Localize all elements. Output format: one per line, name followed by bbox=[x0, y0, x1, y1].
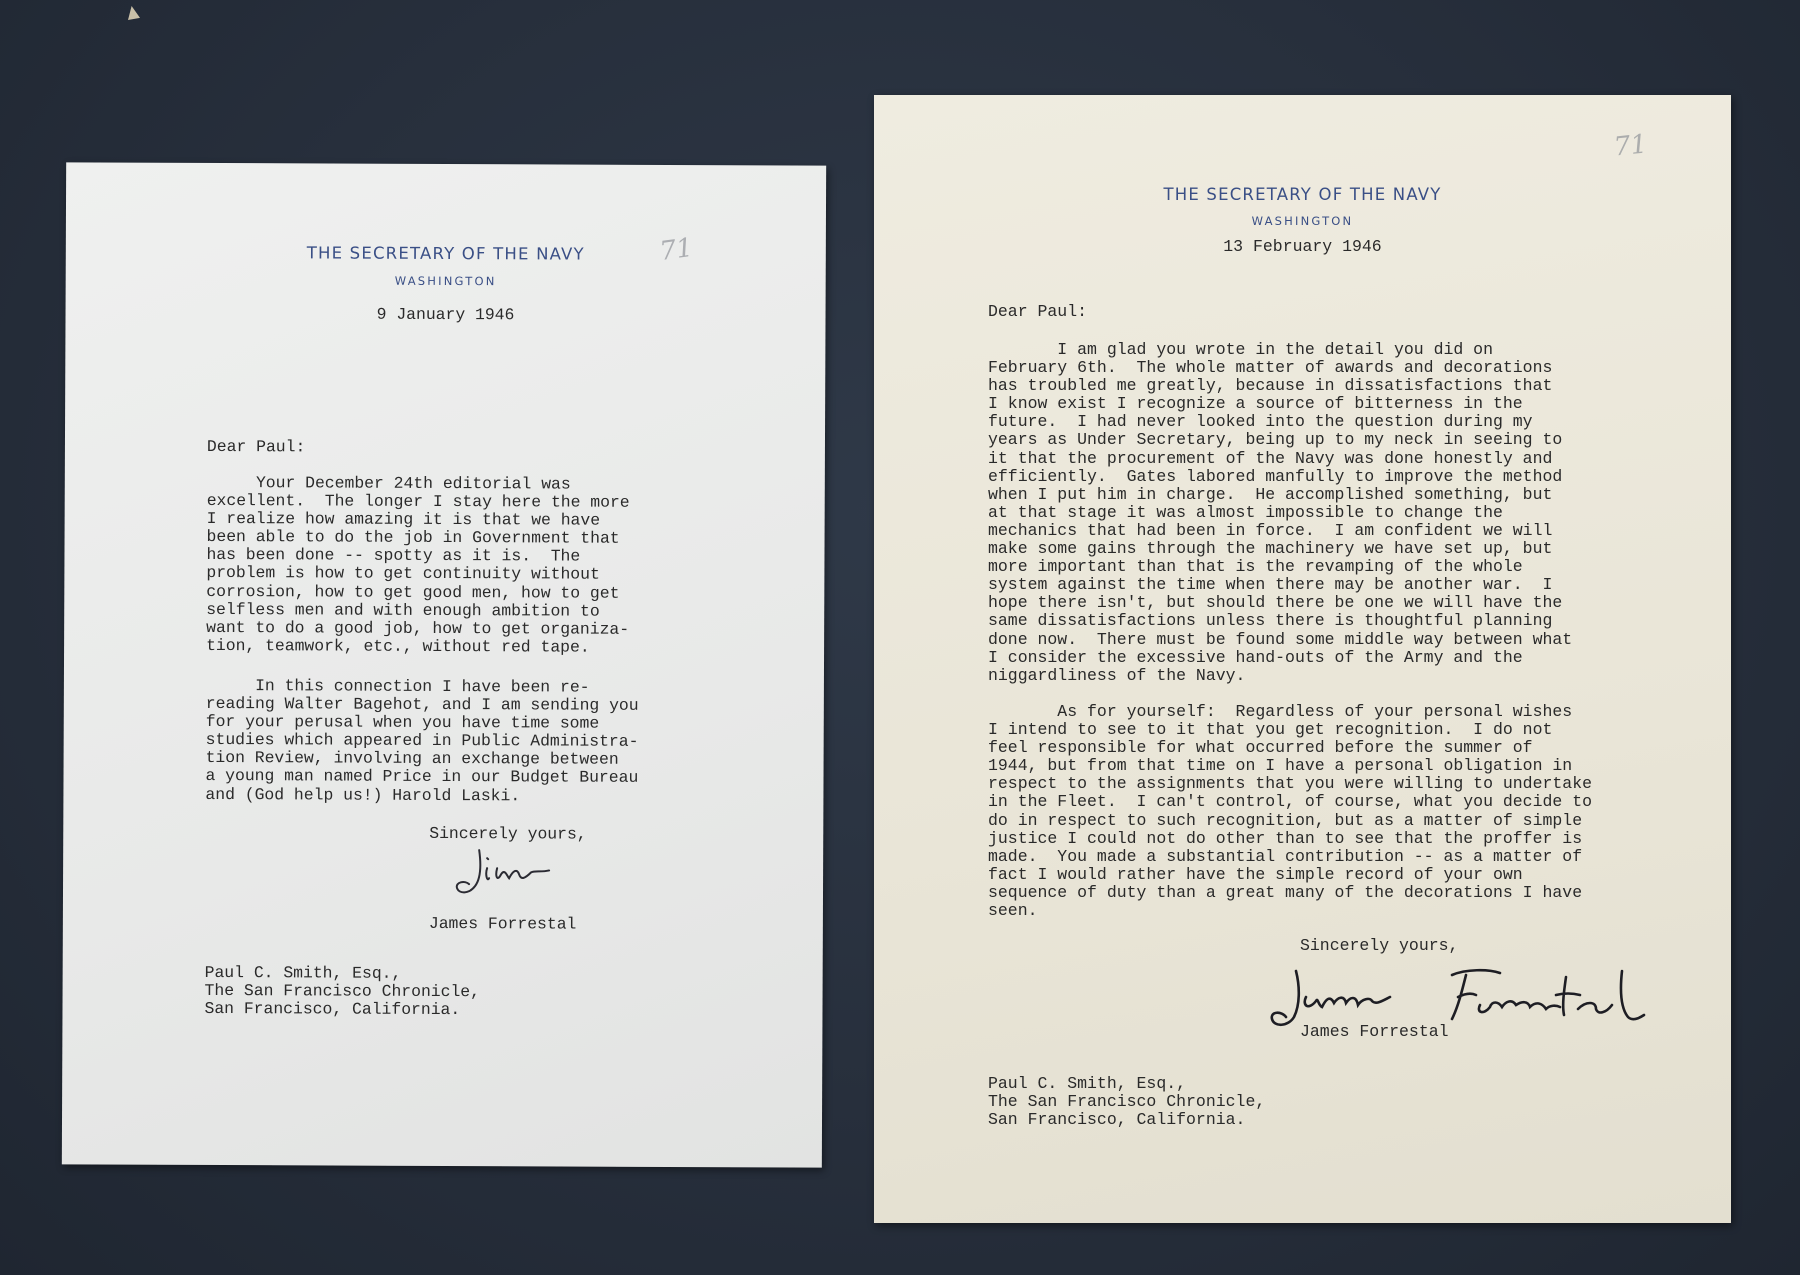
letter-date: 9 January 1946 bbox=[376, 304, 515, 325]
recipient-address: Paul C. Smith, Esq., The San Francisco Chronicle, San Francisco, California. bbox=[988, 1074, 1266, 1130]
recipient-address: Paul C. Smith, Esq., The San Francisco Chronicle, San Francisco, California. bbox=[204, 962, 481, 1020]
paragraph-2: In this connection I have been re- reading Walter Bagehot, and I am sending you for your perusal when you have time some studies which appeared in Public Administra- tion Review, involving an exchange between a young man named Price in our Budget Bureau and (God help us!) Harold Laski. bbox=[205, 675, 639, 805]
pencil-annotation: 71 bbox=[657, 232, 695, 268]
typed-signature-name: James Forrestal bbox=[428, 913, 577, 934]
paragraph-1: Your December 24th editorial was excellent. The longer I stay here the more I realize how amazing it is that we have been able to do the job in Government that has been done -- spotty as it is. The problem is how to get continuity without corrosion, how to get good men, how to get selfless men and with enough ambition to want to do a good job, how to get organiza- tion, teamwork, etc., without red tape. bbox=[206, 472, 630, 657]
paper-corner-scrap bbox=[128, 6, 140, 20]
letter-january bbox=[62, 162, 826, 1167]
letterhead-title: THE SECRETARY OF THE NAVY bbox=[1163, 185, 1442, 204]
paragraph-1: I am glad you wrote in the detail you did on February 6th. The whole matter of awards and decorations has troubled me greatly, because in dissatisfactions that I know exist I recognize a source of bitterness in the future. I had never looked into the question during my years as Under Secretary, being up to my neck in seeing to it that the procurement of the Navy was done honestly and efficiently. Gates labored manfully to improve the method when I put him in charge. He accomplished something, but at that stage it was almost impossible to change the mechanics that had been in force. I am confident we will make some gains through the machinery we have set up, but more important than that is the revamping of the whole system against the time when there may be another war. I hope there isn't, but should there be one we will have the same dissatisfactions unless there is thoughtful planning done now. There must be found some middle way between what I consider the excessive hand-outs of the Army and the niggardliness of the Navy. bbox=[988, 340, 1573, 685]
salutation: Dear Paul: bbox=[988, 302, 1088, 321]
letter-february bbox=[874, 95, 1731, 1223]
closing: Sincerely yours, bbox=[1300, 936, 1459, 955]
paragraph-2: As for yourself: Regardless of your personal wishes I intend to see to it that you get recognition. I do not feel responsible for what occurred before the summer of 1944, but from that time on I have a personal obligation in respect to the assignments that you were willing to undertake in the Fleet. I can't control, of course, what you decide to do in respect to such recognition, but as a matter of simple justice I could not do other than to see that the proffer is made. You made a substantial contribution -- as a matter of fact I would rather have the simple record of your own sequence of duty than a great many of the decorations I have seen. bbox=[988, 702, 1592, 921]
pencil-annotation: 71 bbox=[1612, 129, 1649, 163]
letter-date: 13 February 1946 bbox=[1223, 237, 1382, 256]
letterhead-subtitle: WASHINGTON bbox=[394, 273, 497, 289]
letterhead-subtitle: WASHINGTON bbox=[1251, 214, 1354, 228]
closing: Sincerely yours, bbox=[429, 823, 587, 844]
typed-signature-name: James Forrestal bbox=[1300, 1022, 1449, 1041]
signature-jim bbox=[451, 844, 561, 904]
salutation: Dear Paul: bbox=[206, 436, 306, 457]
letterhead-title: THE SECRETARY OF THE NAVY bbox=[306, 243, 585, 264]
